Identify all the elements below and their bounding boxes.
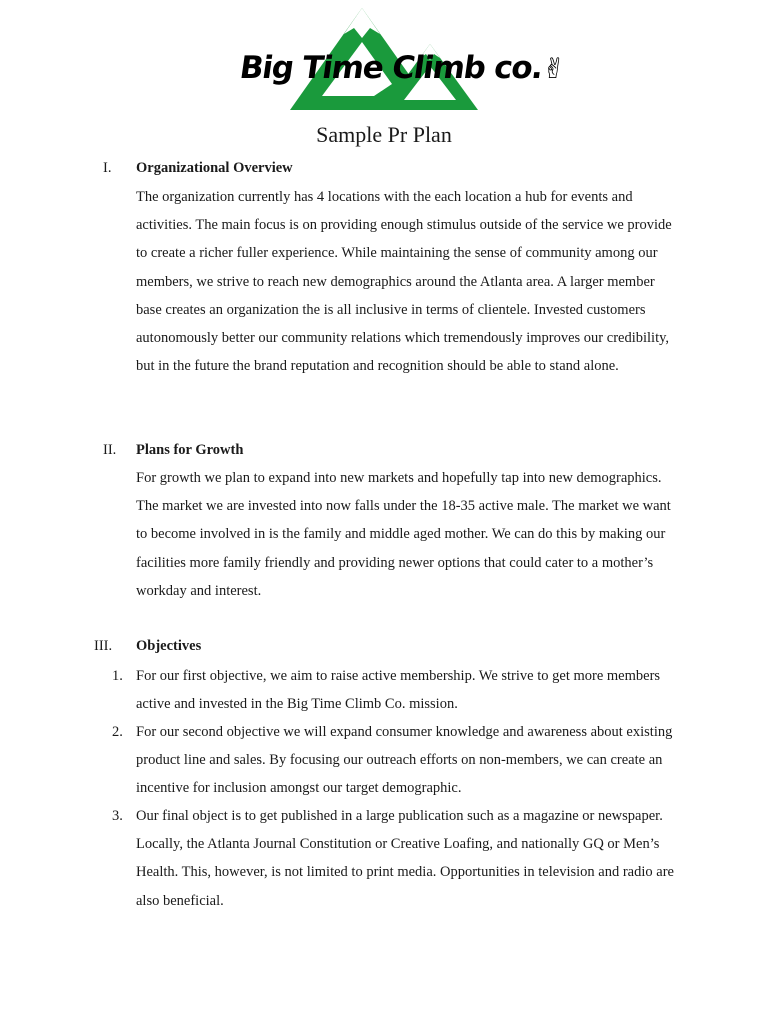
section-numeral: III.: [94, 638, 113, 654]
section-heading: Objectives: [136, 638, 202, 654]
section-body: The organization currently has 4 locations with the each location a hub for events and activities. The main focus is on providing enough stimulus outside of the service we provide to create a richer fuller experience. While maintaining the sense of community among our members, we strive to reach new demographics around the Atlanta area. A larger member base creates an organization the is all inclusive in terms of clientele. Invested customers autonomously better our community relations which tremendously improves our credibility, but in the future the brand reputation and recognition should be able to stand alone.: [136, 189, 672, 375]
page-title: Sample Pr Plan: [316, 122, 452, 147]
list-item-number: 1.: [112, 668, 123, 684]
section-heading: Organizational Overview: [136, 160, 293, 176]
section-body: For growth we plan to expand into new markets and hopefully tap into new demographics. The market we are invested into now falls under the 18-35 active male. The market we want to become involved in is the family and middle aged mother. We can do this by making our facilities more family friendly and providing newer options that could cater to a mother’s workday and interest.: [136, 470, 671, 599]
hand-icon: ✌: [539, 52, 567, 85]
list-item-text: For our second objective we will expand consumer knowledge and awareness about existing product line and sales. By focusing our outreach efforts on non-members, we can create an incentive for inclusion amongst our target demographic.: [136, 724, 673, 797]
logo-text: Big Time Climb co.✌: [237, 50, 567, 86]
list-item-text: Our final object is to get published in a large publication such as a magazine or newspaper. Locally, the Atlanta Journal Constitution or Creative Loafing, and nationally GQ or Men’s Health. This, however, is not limited to print media. Opportunities in television and radio are also beneficial.: [136, 808, 674, 909]
list-item-text: For our first objective, we aim to raise active membership. We strive to get more members active and invested in the Big Time Climb Co. mission.: [136, 668, 661, 713]
company-logo: [236, 6, 567, 114]
section-heading: Plans for Growth: [136, 442, 244, 458]
section-numeral: I.: [103, 160, 112, 176]
list-item-number: 3.: [112, 808, 123, 824]
list-item-number: 2.: [112, 724, 123, 740]
section-numeral: II.: [103, 442, 117, 458]
